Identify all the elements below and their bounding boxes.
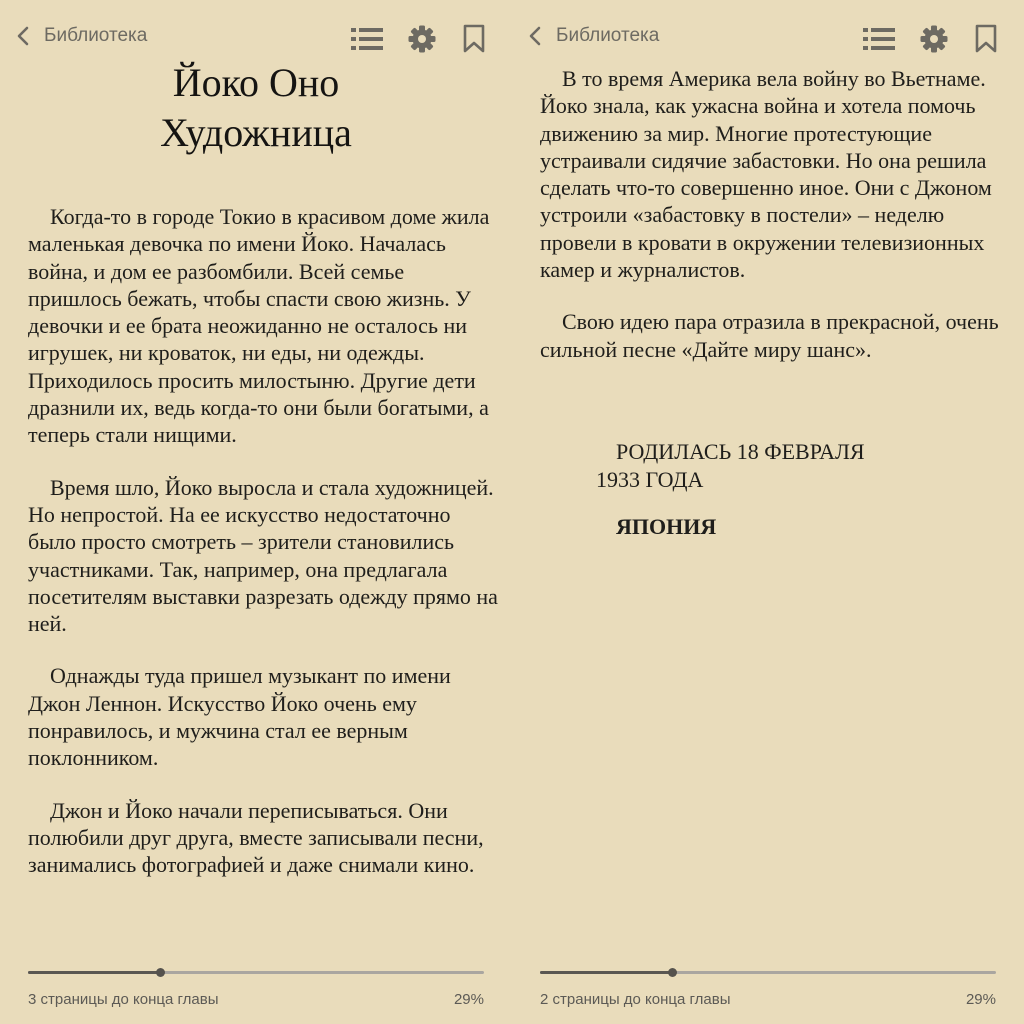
bookmark-icon	[974, 24, 998, 54]
settings-button[interactable]	[915, 20, 953, 58]
settings-button[interactable]	[403, 20, 441, 58]
bookmark-icon	[462, 24, 486, 54]
progress-fill	[540, 971, 672, 974]
page-text	[28, 203, 498, 879]
book-progress-percent: 29%	[965, 991, 996, 1008]
table-of-contents-button[interactable]	[348, 20, 386, 58]
back-label: Библиотека	[556, 25, 660, 46]
progress-thumb[interactable]	[668, 968, 677, 977]
bookmark-button[interactable]	[455, 20, 493, 58]
paragraph: Свою идею пара отразила в прекрасной, очень сильной песне «Дайте миру шанс».	[540, 309, 999, 362]
paragraph: Когда-то в городе Токио в красивом доме жила маленькая девочка по имени Йоко. Началась война, и дом ее разбомбили. Всей семье пришлось бежать, чтобы спасти свою жизнь. У девочки и ее брата неожиданно не осталось ни игрушек, ни кроваток, ни еды, ни одежды. Приходилось просить милостыню. Другие дети дразнили их, ведь когда-то они были богатыми, а теперь стали нищими.	[28, 204, 490, 448]
progress-fill	[28, 971, 160, 974]
gear-icon	[408, 25, 436, 53]
bookmark-button[interactable]	[967, 20, 1005, 58]
chapter-title	[28, 58, 484, 158]
progress-thumb[interactable]	[156, 968, 165, 977]
right-page	[512, 0, 1024, 1024]
birth-date-line-2: 1933 ГОДА	[596, 466, 704, 492]
chevron-left-icon	[14, 24, 34, 48]
pages-left-in-chapter: 3 страницы до конца главы	[28, 991, 219, 1008]
back-to-library-button[interactable]	[526, 24, 659, 48]
list-icon	[350, 26, 384, 52]
reading-progress-bar[interactable]	[540, 971, 996, 974]
list-icon	[862, 26, 896, 52]
back-label: Библиотека	[44, 25, 148, 46]
page-text	[540, 65, 1010, 363]
paragraph: Однажды туда пришел музыкант по имени Джон Леннон. Искусство Йоко очень ему понравилось, и мужчина стал ее верным поклонником.	[28, 663, 451, 771]
birth-date-line-1: РОДИЛАСЬ 18 ФЕВРАЛЯ	[616, 439, 865, 464]
back-to-library-button[interactable]	[14, 24, 147, 48]
gear-icon	[920, 25, 948, 53]
reading-progress-bar[interactable]	[28, 971, 484, 974]
book-progress-percent: 29%	[453, 991, 484, 1008]
pages-left-in-chapter: 2 страницы до конца главы	[540, 991, 731, 1008]
birth-country: ЯПОНИЯ	[616, 514, 717, 539]
chevron-left-icon	[526, 24, 546, 48]
paragraph: Время шло, Йоко выросла и стала художницей. Но непростой. На ее искусство недостаточно было просто смотреть – зрители становились участниками. Так, например, она предлагала посетителям выставки разрезать одежду прямо на ней.	[28, 474, 498, 637]
table-of-contents-button[interactable]	[860, 20, 898, 58]
chapter-title-line-2: Художница	[160, 110, 352, 155]
paragraph: В то время Америка вела войну во Вьетнаме. Йоко знала, как ужасна война и хотела помочь движению за мир. Многие протестующие устраивали сидячие забастовки. Но она решила сделать что-то совершенно иное. Они с Джоном устроили «забастовку в постели» – неделю провели в кровати в окружении телевизионных камер и журналистов.	[540, 66, 992, 283]
birth-date	[596, 438, 976, 493]
paragraph: Джон и Йоко начали переписываться. Они полюбили друг друга, вместе записывали песни, занимались фотографией и даже снимали кино.	[28, 797, 484, 878]
chapter-title-line-1: Йоко Оно	[172, 60, 340, 105]
